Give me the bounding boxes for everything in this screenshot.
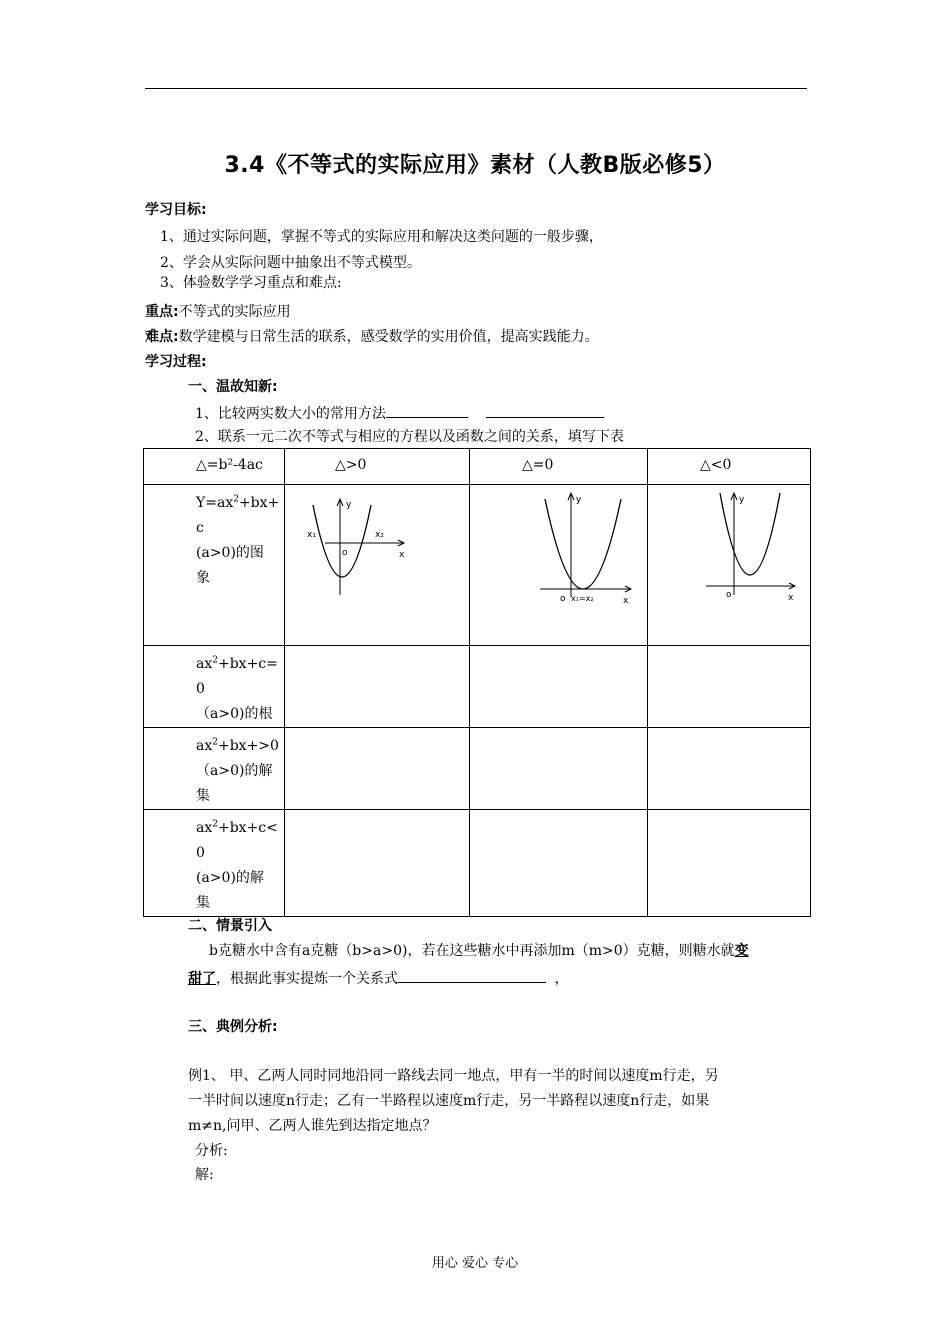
process-heading: 学习过程: xyxy=(145,354,207,370)
relation-blank[interactable] xyxy=(398,968,546,983)
row-greater-label-line1: $ax^2+bx+>0$ xyxy=(196,737,279,754)
analysis-label: 分析: xyxy=(195,1143,228,1159)
row-roots-label-line2: 0 xyxy=(196,681,205,697)
graph-no-root xyxy=(648,485,811,636)
section1-item1-text: 1、比较两实数大小的常用方法 xyxy=(195,406,386,422)
answer-cell-roots-zero[interactable] xyxy=(470,646,648,728)
answer-cell-greater-positive[interactable] xyxy=(285,728,470,810)
row-roots-label xyxy=(144,646,285,728)
header-delta-zero: △=0 xyxy=(470,449,648,485)
answer-cell-roots-negative[interactable] xyxy=(648,646,811,728)
section3-heading: 三、典例分析: xyxy=(188,1019,278,1035)
row-greater-label-line3: 集 xyxy=(196,788,210,804)
answer-blank-2[interactable] xyxy=(486,403,604,418)
page-footer: 用心 爱心 专心 xyxy=(431,1256,519,1271)
section2-line2-end: ， xyxy=(554,971,569,987)
y-label: y xyxy=(346,500,352,510)
answer-cell-greater-negative[interactable] xyxy=(648,728,811,810)
section2-line2 xyxy=(188,968,568,988)
key-point-label: 重点: xyxy=(145,304,179,320)
header-delta-positive: △>0 xyxy=(285,449,470,485)
section2-line1 xyxy=(209,942,749,960)
answer-cell-less-positive[interactable] xyxy=(285,810,470,917)
origin-label: o xyxy=(726,590,732,600)
section1-heading: 一、温故知新: xyxy=(188,379,278,395)
difficulty-label: 难点: xyxy=(145,329,179,345)
row-less-label-line1: $ax^2+bx+c<$ xyxy=(196,819,278,836)
section2-bold-2: 甜了 xyxy=(188,971,216,987)
answer-cell-less-negative[interactable] xyxy=(648,810,811,917)
root-x1-label: x₁ xyxy=(307,530,316,540)
goal-item-3: 3、体验数学学习重点和难点: xyxy=(160,275,342,291)
double-root-label: x₁=x₂ xyxy=(571,594,594,603)
header-rule xyxy=(145,88,807,89)
row-roots-label-line1: $ax^2+bx+c=$ xyxy=(196,655,278,672)
section2-line1-text: b克糖水中含有a克糖（b>a>0)，若在这些糖水中再添加m（m>0）克糖，则糖水就 xyxy=(209,943,735,959)
section2-heading: 二、情景引入 xyxy=(188,918,272,934)
parabola-curve xyxy=(313,505,371,577)
section2-line2-text: ，根据此事实提炼一个关系式 xyxy=(216,971,398,987)
y-label: y xyxy=(739,495,745,505)
origin-label: o xyxy=(560,594,566,604)
section1-item1 xyxy=(195,403,604,423)
section2-bold-1: 变 xyxy=(734,943,749,959)
parabola-curve xyxy=(545,499,621,589)
key-point-text: 不等式的实际应用 xyxy=(178,304,291,320)
difficulty-text: 数学建模与日常生活的联系，感受数学的实用价值，提高实践能力。 xyxy=(178,329,599,345)
graph-one-root xyxy=(470,485,648,636)
section1-item2: 2、联系一元二次不等式与相应的方程以及函数之间的关系，填写下表 xyxy=(195,429,624,445)
header-delta-negative: △<0 xyxy=(648,449,811,485)
goal-item-1: 1、通过实际问题，掌握不等式的实际应用和解决这类问题的一般步骤， xyxy=(160,229,603,245)
answer-cell-less-zero[interactable] xyxy=(470,810,648,917)
x-label: x xyxy=(399,550,405,560)
origin-label: o xyxy=(342,548,348,558)
graph-two-roots xyxy=(285,485,470,636)
row-less-label-line3: (a>0)的解 xyxy=(196,870,264,886)
parabola-curve xyxy=(720,493,780,575)
row-less-label xyxy=(144,810,285,917)
answer-cell-roots-positive[interactable] xyxy=(285,646,470,728)
row-graph-label-line1: $Y=ax^2+bx+$ xyxy=(196,494,280,511)
answer-cell-greater-zero[interactable] xyxy=(470,728,648,810)
row-graph-label-line3: (a>0)的图 xyxy=(196,545,264,561)
graph-cell-positive xyxy=(285,485,470,646)
solution-label: 解: xyxy=(195,1167,214,1183)
row-graph-label xyxy=(144,485,285,646)
graph-cell-zero xyxy=(470,485,648,646)
root-x2-label: x₂ xyxy=(375,530,384,540)
row-less-label-line2: 0 xyxy=(196,845,205,861)
row-graph-label-line2: c xyxy=(196,520,204,536)
graph-cell-negative xyxy=(648,485,811,646)
example-line-1: 例1、 甲、乙两人同时同地沿同一路线去同一地点，甲有一半的时间以速度m行走，另 xyxy=(188,1068,719,1084)
goal-item-2: 2、学会从实际问题中抽象出不等式模型。 xyxy=(160,255,421,271)
key-point xyxy=(145,303,291,321)
row-greater-label xyxy=(144,728,285,810)
page-title: 3.4《不等式的实际应用》素材（人教B版必修5） xyxy=(224,153,726,178)
y-label: y xyxy=(576,495,582,505)
row-greater-label-line2: （a>0)的解 xyxy=(196,763,273,779)
x-label: x xyxy=(788,593,794,603)
header-delta: △=b²-4ac xyxy=(144,449,285,485)
quadratic-table xyxy=(143,448,811,917)
row-graph-label-line4: 象 xyxy=(196,570,210,586)
row-roots-label-line3: （a>0)的根 xyxy=(196,706,273,722)
row-less-label-line4: 集 xyxy=(196,895,210,911)
example-line-2: 一半时间以速度n行走；乙有一半路程以速度m行走，另一半路程以速度n行走，如果 xyxy=(188,1093,710,1109)
x-label: x xyxy=(623,596,629,606)
goals-heading: 学习目标: xyxy=(145,202,207,218)
answer-blank-1[interactable] xyxy=(386,403,468,418)
example-line-3: m≠n,问甲、乙两人谁先到达指定地点？ xyxy=(188,1118,437,1134)
difficulty-point xyxy=(145,328,599,346)
